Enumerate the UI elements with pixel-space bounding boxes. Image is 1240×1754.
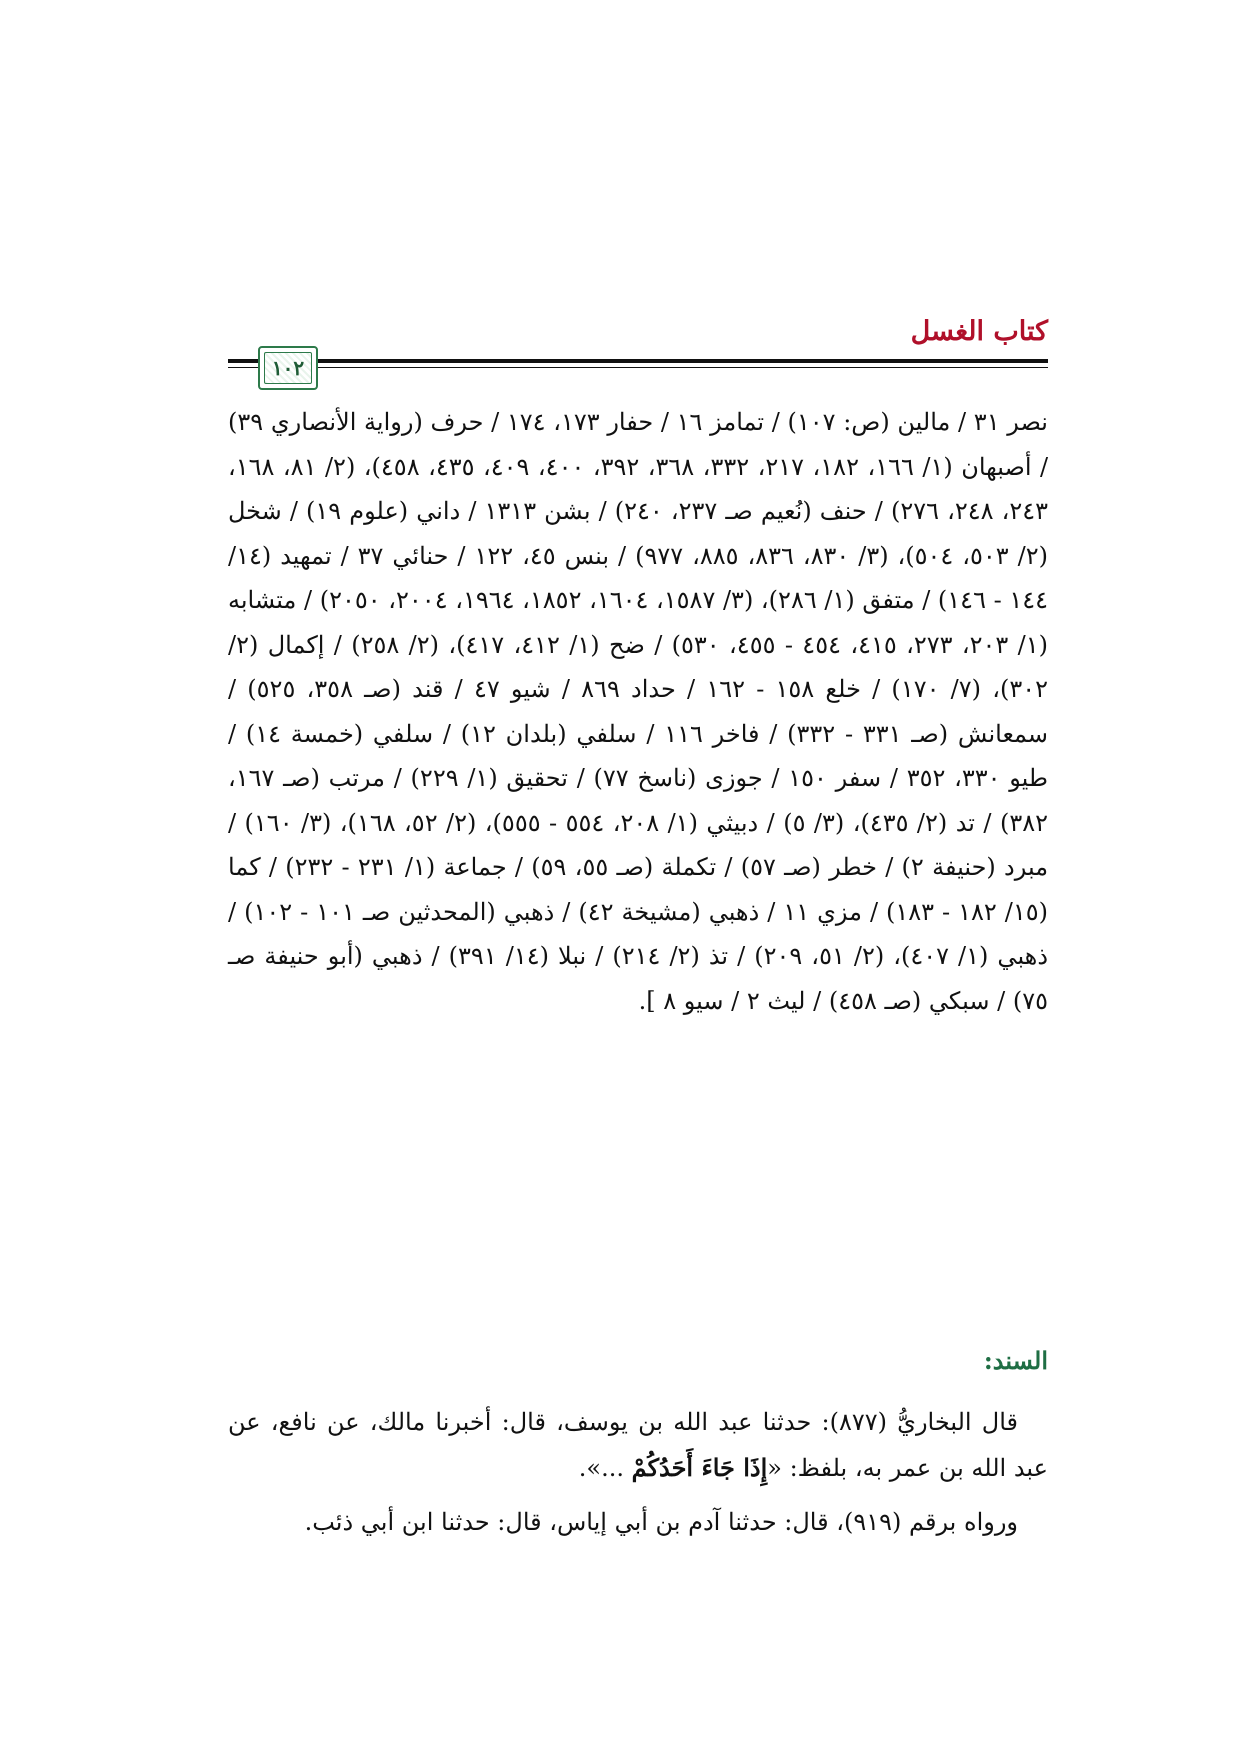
references-paragraph <box>228 400 1048 1023</box>
paragraph1-text-after: ...». <box>578 1454 632 1482</box>
references-text: نصر ٣١ / مالين (ص: ١٠٧) / تمامز ١٦ / حفار ١٧٣، ١٧٤ / حرف (رواية الأنصاري ٣٩) / أصبهان (١/ ١٦٦، ١٨٢، ٢١٧، ٣٣٢، ٣٦٨، ٣٩٢، ٤٠٠، ٤٠٩، ٤٣٥، ٤٥٨)، (٢/ ٨١، ١٦٨، ٢٤٣، ٢٤٨، ٢٧٦) / حنف (نُعيم صـ ٢٣٧، ٢٤٠) / بشن ١٣١٣ / داني (علوم ١٩) / شخل (٢/ ٥٠٣، ٥٠٤)، (٣/ ٨٣٠، ٨٣٦، ٨٨٥، ٩٧٧) / بنس ٤٥، ١٢٢ / حنائي ٣٧ / تمهيد (١٤/ ١٤٤ - ١٤٦) / متفق (١/ ٢٨٦)، (٣/ ١٥٨٧، ١٦٠٤، ١٨٥٢، ١٩٦٤، ٢٠٠٤، ٢٠٥٠) / متشابه (١/ ٢٠٣، ٢٧٣، ٤١٥، ٤٥٤ - ٤٥٥، ٥٣٠) / ضح (١/ ٤١٢، ٤١٧)، (٢/ ٢٥٨) / إكمال (٢/ ٣٠٢)، (٧/ ١٧٠) / خلع ١٥٨ - ١٦٢ / حداد ٨٦٩ / شيو ٤٧ / قند (صـ ٣٥٨، ٥٢٥) / سمعانش (صـ ٣٣١ - ٣٣٢) / فاخر ١١٦ / سلفي (بلدان ١٢) / سلفي (خمسة ١٤) / طيو ٣٣٠، ٣٥٢ / سفر ١٥٠ / جوزى (ناسخ ٧٧) / تحقيق (١/ ٢٢٩) / مرتب (صـ ١٦٧، ٣٨٢) / تد (٢/ ٤٣٥)، (٣/ ٥) / دبيثي (١/ ٢٠٨، ٥٥٤ - ٥٥٥)، (٢/ ٥٢، ١٦٨)، (٣/ ١٦٠) / مبرد (حنيفة ٢) / خطر (صـ ٥٧) / تكملة (صـ ٥٥، ٥٩) / جماعة (١/ ٢٣١ - ٢٣٢) / كما (١٥/ ١٨٢ - ١٨٣) / مزي ١١ / ذهبي (مشيخة ٤٢) / ذهبي (المحدثين صـ ١٠١ - ١٠٢) / ذهبي (١/ ٤٠٧)، (٢/ ٥١، ٢٠٩) / تذ (٢/ ٢١٤) / نبلا (١٤/ ٣٩١) / ذهبي (أبو حنيفة صـ ٧٥) / سبكي (صـ ٤٥٨) / ليث ٢ / سيو ٨ ]. <box>228 408 1049 1015</box>
sanad-paragraph-1 <box>228 1400 1048 1491</box>
header-rule-thick <box>228 359 1048 363</box>
paragraph1-text-before: قال البخاريُّ (٨٧٧): حدثنا عبد الله بن يوسف، قال: أخبرنا مالك، عن نافع، عن عبد الله بن عمر به، بلفظ: « <box>228 1408 1048 1482</box>
book-title: كتاب الغسل <box>910 316 1048 347</box>
section-heading-sanad: السند: <box>983 1346 1048 1375</box>
page-number: ١٠٢ <box>264 352 312 384</box>
header-rule-thin <box>228 367 1048 368</box>
page-number-badge <box>258 346 318 390</box>
sanad-paragraph-2: ورواه برقم (٩١٩)، قال: حدثنا آدم بن أبي إياس، قال: حدثنا ابن أبي ذئب. <box>304 1508 1018 1536</box>
header-rules <box>228 359 1048 368</box>
hadith-quote-bold: إِذَا جَاءَ أَحَدُكُمْ <box>631 1453 768 1482</box>
page-header <box>228 316 1048 386</box>
